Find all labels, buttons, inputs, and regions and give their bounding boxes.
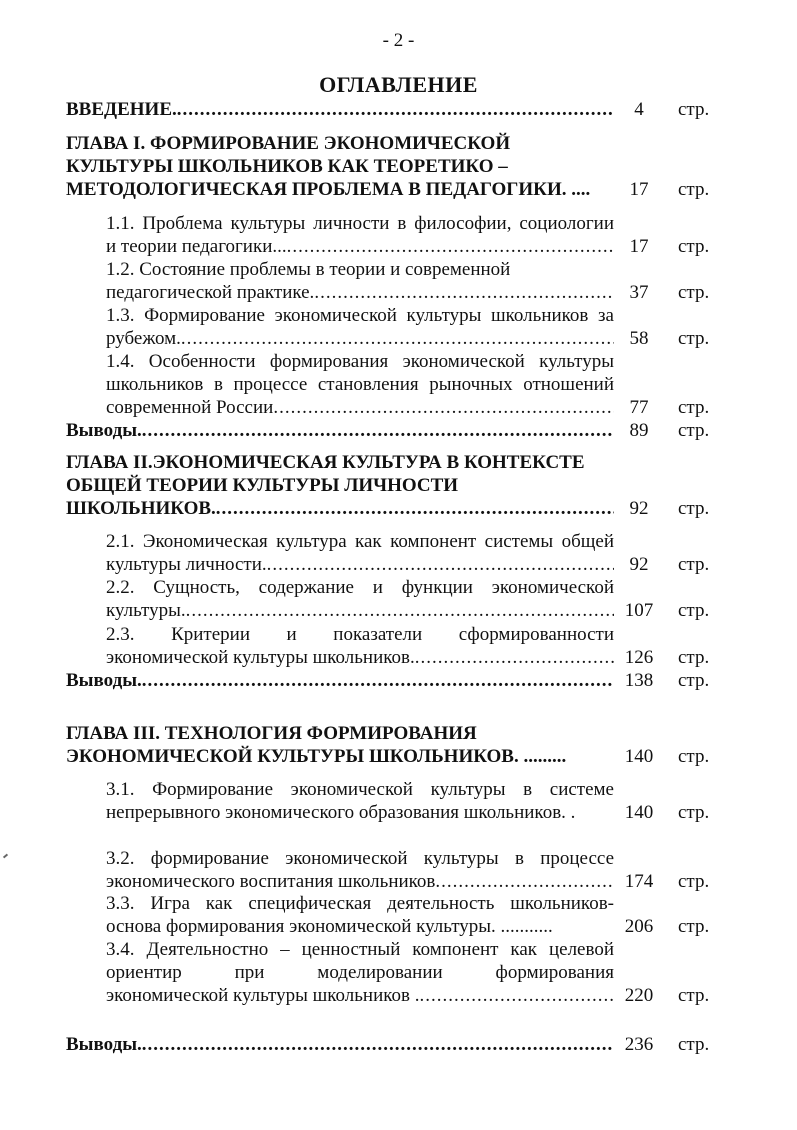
page-unit: стр.	[678, 99, 710, 120]
page-unit: стр.	[678, 670, 710, 691]
chapter-3-title: ЭКОНОМИЧЕСКОЙ КУЛЬТУРЫ ШКОЛЬНИКОВ. .........	[66, 746, 567, 767]
chapter-2-title: ГЛАВА II.ЭКОНОМИЧЕСКАЯ КУЛЬТУРА В КОНТЕКСТЕ	[66, 452, 585, 473]
section-1-3: рубежом. .....	[106, 327, 614, 350]
section-2-1: культуры личности. .....	[106, 553, 614, 576]
page-ref: 138	[624, 670, 654, 691]
page-ref: 107	[624, 600, 654, 621]
chapter-2-title: ОБЩЕЙ ТЕОРИИ КУЛЬТУРЫ ЛИЧНОСТИ	[66, 475, 459, 496]
page-ref: 126	[624, 647, 654, 668]
page-ref: 89	[629, 420, 649, 441]
page-unit: стр.	[678, 420, 710, 441]
chapter-1-title: КУЛЬТУРЫ ШКОЛЬНИКОВ КАК ТЕОРЕТИКО –	[66, 156, 508, 177]
page-unit: стр.	[678, 985, 710, 1006]
scan-mark	[3, 854, 8, 859]
chapter-3-title: ГЛАВА III. ТЕХНОЛОГИЯ ФОРМИРОВАНИЯ	[66, 723, 477, 744]
page-title: ОГЛАВЛЕНИЕ	[319, 72, 478, 97]
toc-entry-introduction: ВВЕДЕНИЕ. .....	[66, 98, 614, 121]
section-3-3: 3.3. Игра как специфическая деятельность школьников-	[106, 893, 614, 914]
page-unit: стр.	[678, 328, 710, 349]
page-ref: 140	[624, 802, 654, 823]
page-unit: стр.	[678, 871, 710, 892]
section-3-1: 3.1. Формирование экономической культуры в системе	[106, 779, 614, 800]
page-unit: стр.	[678, 916, 710, 937]
section-2-3: экономической культуры школьников. .....	[106, 646, 614, 669]
page-ref: 77	[629, 397, 649, 418]
page-ref: 92	[629, 554, 649, 575]
page-ref: 92	[629, 498, 649, 519]
page-unit: стр.	[678, 282, 710, 303]
conclusions-3: Выводы. .....	[66, 1033, 614, 1056]
page-unit: стр.	[678, 179, 710, 200]
section-2-2: 2.2. Сущность, содержание и функции экономической	[106, 577, 614, 598]
section-1-4: 1.4. Особенности формирования экономической культуры	[106, 351, 614, 372]
page-ref: 58	[629, 328, 649, 349]
page-ref: 236	[624, 1034, 654, 1055]
page-unit: стр.	[678, 236, 710, 257]
section-1-4: современной России .....	[106, 396, 614, 419]
page-ref: 17	[629, 236, 649, 257]
page-unit: стр.	[678, 498, 710, 519]
page-unit: стр.	[678, 1034, 710, 1055]
section-1-2: 1.2. Состояние проблемы в теории и современной	[106, 259, 511, 280]
page-number: - 2 -	[382, 30, 415, 51]
chapter-1-title: МЕТОДОЛОГИЧЕСКАЯ ПРОБЛЕМА В ПЕДАГОГИКИ. ....	[66, 179, 591, 200]
page-ref: 206	[624, 916, 654, 937]
page-unit: стр.	[678, 554, 710, 575]
page-ref: 220	[624, 985, 654, 1006]
conclusions-1: Выводы. .....	[66, 419, 614, 442]
page-unit: стр.	[678, 600, 710, 621]
section-3-4: экономической культуры школьников . .....	[106, 984, 614, 1007]
chapter-1-title: ГЛАВА I. ФОРМИРОВАНИЕ ЭКОНОМИЧЕСКОЙ	[66, 133, 511, 154]
section-3-2: экономического воспитания школьников .....	[106, 870, 614, 893]
section-2-1: 2.1. Экономическая культура как компонент системы общей	[106, 531, 614, 552]
section-1-1: 1.1. Проблема культуры личности в философии, социологии	[106, 213, 614, 234]
section-3-3: основа формирования экономической культуры. ...........	[106, 916, 553, 937]
page-unit: стр.	[678, 397, 710, 418]
page-ref: 37	[629, 282, 649, 303]
section-1-1: и теории педагогики... .....	[106, 235, 614, 258]
section-3-2: 3.2. формирование экономической культуры в процессе	[106, 848, 614, 869]
page-ref: 174	[624, 871, 654, 892]
page-unit: стр.	[678, 802, 710, 823]
section-3-4: ориентир при моделировании формирования	[106, 962, 614, 983]
page-ref: 17	[629, 179, 649, 200]
section-1-4: школьников в процессе становления рыночных отношений	[106, 374, 614, 395]
section-2-3: 2.3. Критерии и показатели сформированности	[106, 624, 614, 645]
section-1-2: педагогической практике. .....	[106, 281, 614, 304]
section-3-1: непрерывного экономического образования школьников. .	[106, 802, 576, 823]
section-3-4: 3.4. Деятельностно – ценностный компонент как целевой	[106, 939, 614, 960]
page-ref: 4	[634, 99, 644, 120]
section-1-3: 1.3. Формирование экономической культуры школьников за	[106, 305, 614, 326]
conclusions-2: Выводы. .....	[66, 669, 614, 692]
page-unit: стр.	[678, 746, 710, 767]
section-2-2: культуры. .....	[106, 599, 614, 622]
chapter-2-title: ШКОЛЬНИКОВ. .....	[66, 497, 614, 520]
page-ref: 140	[624, 746, 654, 767]
page-unit: стр.	[678, 647, 710, 668]
